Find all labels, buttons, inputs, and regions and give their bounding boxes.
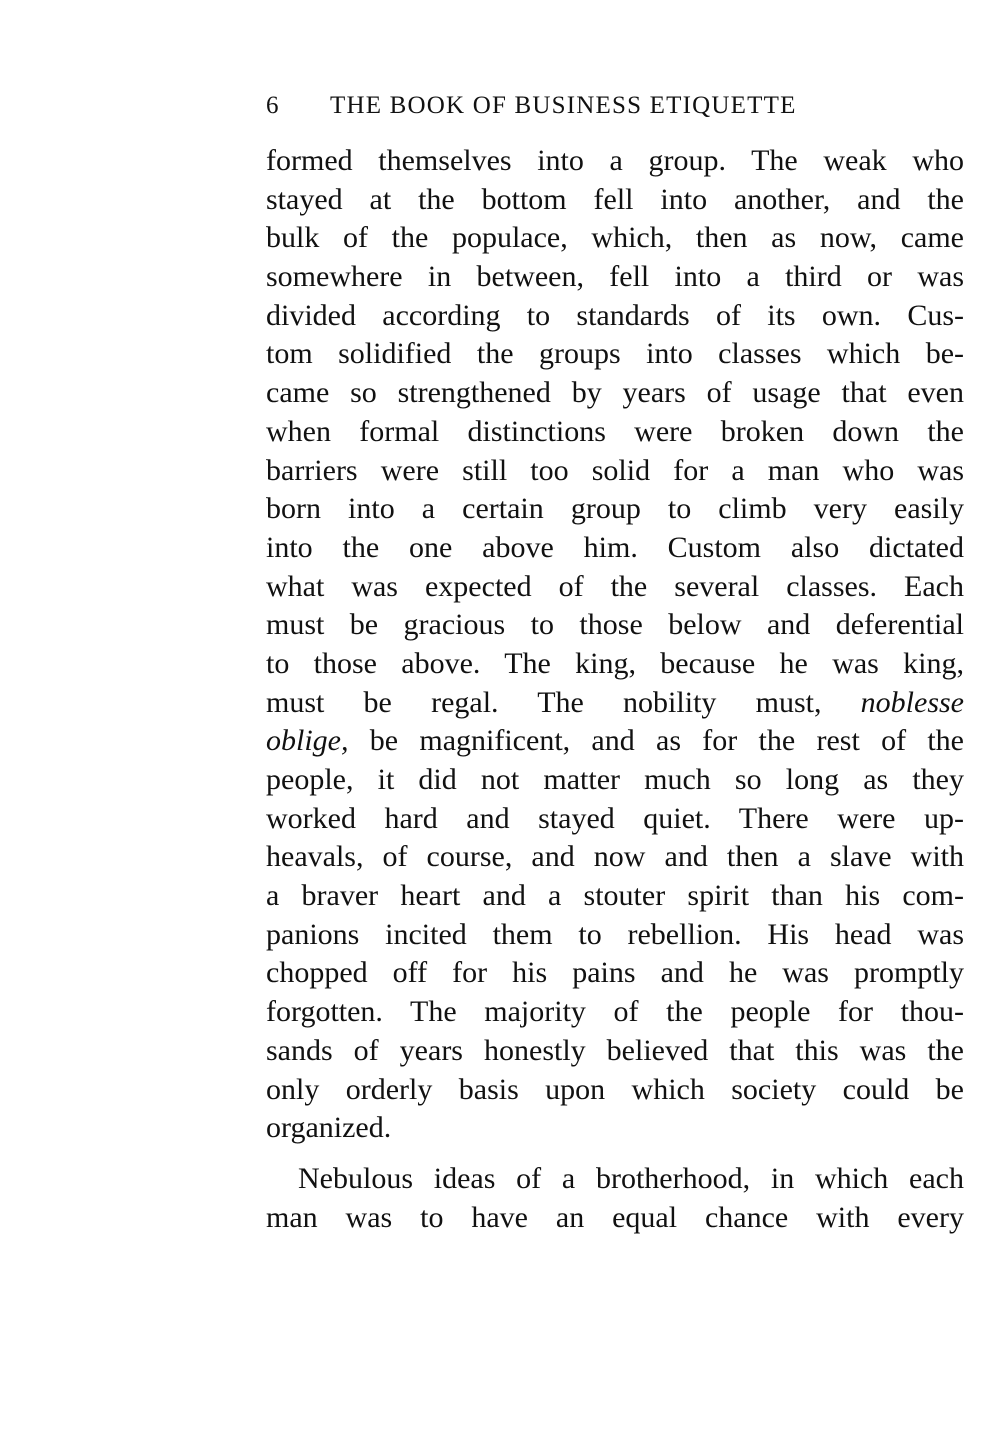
paragraph-gap (266, 1148, 964, 1160)
text-line: what was expected of the several classes. Each (266, 569, 964, 603)
text-line: to those above. The king, because he was king, (266, 646, 964, 680)
text-line: organized. (266, 1111, 392, 1145)
text-segment: be magnificent, and as for the rest of the (348, 724, 964, 758)
text-line: worked hard and stayed quiet. There were up- (266, 801, 964, 835)
text-line: came so strengthened by years of usage that even (266, 376, 964, 410)
text-line: must be gracious to those below and deferential (266, 608, 964, 642)
text-line: sands of years honestly believed that this was the (266, 1033, 964, 1067)
text-line: into the one above him. Custom also dictated (266, 530, 964, 564)
text-line: stayed at the bottom fell into another, and the (266, 182, 964, 216)
text-line: tom solidified the groups into classes which be- (266, 337, 964, 371)
text-line: when formal distinctions were broken down the (266, 414, 964, 448)
text-line-with-italic (266, 684, 964, 723)
text-line-with-italic (266, 722, 964, 761)
text-line: born into a certain group to climb very easily (266, 492, 964, 526)
italic-phrase: oblige, (266, 724, 349, 758)
text-line: Nebulous ideas of a brotherhood, in which each (298, 1161, 964, 1195)
text-line: barriers were still too solid for a man who was (266, 453, 964, 487)
text-line: divided according to standards of its own. Cus- (266, 298, 964, 332)
text-line: man was to have an equal chance with every (266, 1200, 964, 1234)
text-line: somewhere in between, fell into a third or was (266, 260, 964, 294)
running-title: THE BOOK OF BUSINESS ETIQUETTE (330, 92, 797, 119)
text-line: a braver heart and a stouter spirit than his com- (266, 879, 964, 913)
italic-phrase: noblesse (860, 685, 964, 719)
paragraph-1 (266, 142, 964, 1148)
text-line: panions incited them to rebellion. His head was (266, 917, 964, 951)
text-line: forgotten. The majority of the people for thou- (266, 995, 964, 1029)
running-head (266, 88, 966, 124)
page-number: 6 (266, 92, 280, 119)
text-line: formed themselves into a group. The weak who (266, 144, 964, 177)
text-line: chopped off for his pains and he was promptly (266, 956, 964, 990)
text-line: heavals, of course, and now and then a slave with (266, 840, 964, 874)
text-segment: must be regal. The nobility must, (266, 685, 861, 719)
paragraph-2 (266, 1160, 964, 1237)
body-text (266, 142, 964, 1237)
text-line: bulk of the populace, which, then as now, came (266, 221, 964, 255)
text-line: people, it did not matter much so long as they (266, 763, 964, 796)
text-line: only orderly basis upon which society could be (266, 1072, 964, 1106)
